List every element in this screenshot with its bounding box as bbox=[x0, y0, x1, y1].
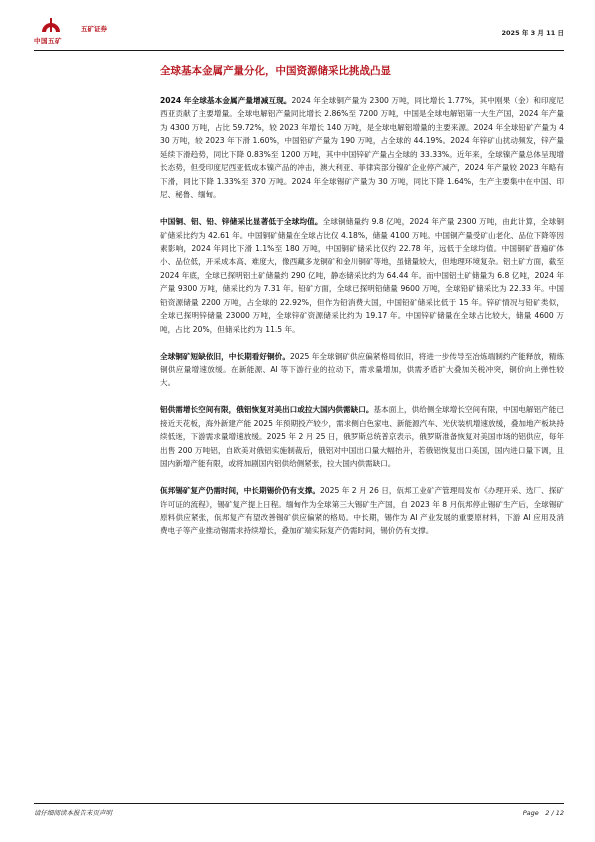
paragraph-lead: 铝供需增长空间有限，俄铝恢复对美出口或拉大国内供需缺口。 bbox=[160, 405, 374, 415]
paragraph-lead: 全球铜矿短缺依旧，中长期看好铜价。 bbox=[160, 351, 290, 361]
paragraph-lead: 佤邦锡矿复产仍需时间，中长期锡价仍有支撑。 bbox=[160, 486, 320, 496]
company-logo bbox=[34, 16, 124, 48]
brand-name: 五矿证券 bbox=[81, 25, 107, 33]
report-body bbox=[160, 94, 564, 551]
section-heading: 全球基本金属产量分化，中国资源储采比挑战凸显 bbox=[160, 65, 391, 77]
paragraph bbox=[160, 403, 564, 470]
paragraph-text: 基本面上，供给侧全球增长空间有限，中国电解铝产能已接近天花板，海外新建产能 2025 年预期投产较少，需求侧白色家电、新能源汽车、光伏装机增速放缓，叠加地产板块持续低迷，下游需求量增速放缓。2025 年 2 月 25 日，俄罗斯总统普京表示，俄罗斯准备恢复对美国市场的铝供应，每年出售 200 万吨铝，自欧美对俄铝实施制裁后，俄铝对中国出口量大幅抬升，若俄铝恢复出口美国，国内进口量下调，且国内新增产能有限，或将加剧国内铝供给侧紧张，拉大国内供需缺口。 bbox=[160, 405, 565, 469]
paragraph bbox=[160, 484, 564, 538]
page-header bbox=[34, 16, 564, 50]
paragraph-text: 2024 年全球铜产量为 2300 万吨，同比增长 1.77%，其中刚果（金）和印度尼西亚贡献了主要增量。全球电解铝产量同比增长 2.86%至 7200 万吨，中国是全球电解铝第一大生产国，2024 年产量为 4300 万吨，占比 59.72%，较 2023 年增长 140 万吨，是全球电解铝增量的主要来源。2024 年全球铅矿产量为 430 万吨，较 2023 年下滑 1.60%，中国铅矿产量为 190 万吨，占全球的 44.19%。2024 年锌矿山扰动频发，锌产量延续下滑趋势，同比下降 0.83%至 1200 万吨，其中中国锌矿产量占全球的 33.33%。近年来，全球镍产量总体呈现增长态势，但受印度尼西亚低成本镍产品的冲击，澳大利亚、菲律宾部分镍矿企业停产减产，2024 年产量较 2023 年略有下滑，同比下降 1.33%至 370 万吨。2024 年全球锡矿产量为 30 万吨，同比下降 1.64%，生产主要集中在中国、印尼、秘鲁、缅甸。 bbox=[160, 96, 564, 200]
header-divider bbox=[34, 50, 564, 51]
report-date: 2025 年 3 月 11 日 bbox=[501, 29, 564, 37]
logo-text: 中国五矿 bbox=[34, 37, 62, 45]
page-number: Page 2 / 12 bbox=[522, 809, 564, 817]
footer-divider bbox=[34, 803, 564, 804]
paragraph-text: 2025 年全球铜矿供应偏紧格局依旧，将进一步传导至冶炼端制约产能释放，精炼铜供应量增速放缓。在新能源、AI 等下游行业的拉动下，需求量增加，供需矛盾扩大叠加关税冲突，铜价向上弹性较大。 bbox=[160, 351, 564, 388]
paragraph bbox=[160, 350, 564, 390]
paragraph-text: 2025 年 2 月 26 日，佤邦工业矿产管理局发布《办理开采、选厂、探矿许可证的流程》，锡矿复产提上日程。缅甸作为全球第三大锡矿生产国，自 2023 年 8 月佤邦停止锡矿生产后，全球锡矿原料供应紧张，佤邦复产有望改善锡矿供应偏紧的格局。中长期，锡作为 AI 产业发展的重要原材料，下游 AI 应用及消费电子等产业推动锡需求持续增长，叠加矿端实际复产仍需时间，锡价仍有支撑。 bbox=[160, 486, 564, 536]
paragraph bbox=[160, 215, 564, 336]
paragraph bbox=[160, 94, 564, 202]
paragraph-lead: 中国铜、铝、铅、锌储采比显著低于全球均值。 bbox=[160, 217, 323, 227]
company-logo-icon bbox=[40, 16, 62, 33]
paragraph-lead: 2024 年全球基本金属产量增减互现。 bbox=[160, 96, 292, 105]
paragraph-text: 全球铜储量约 9.8 亿吨，2024 年产量 2300 万吨，由此计算，全球铜矿储采比约为 42.61 年。中国铜矿储量在全球占比仅 4.18%，储量 4100 万吨。中国铜产量受矿山老化、品位下降等因素影响，2024 年同比下滑 1.1%至 180 万吨，中国铜矿储采比仅约 22.78 年，远低于全球均值。中国铜矿普遍矿体小、品位低，开采成本高、难度大，像西藏多龙铜矿和金川铜矿等地，虽储量较大，但地理环境复杂。铝土矿方面，截至 2024 年底，全球已探明铝土矿储量约 290 亿吨，静态储采比约为 64.44 年。而中国铝土矿储量为 6.8 亿吨，2024 年产量 9300 万吨，储采比约为 7.31 年。铅矿方面，全球已探明铅储量 9600 万吨，全球铅矿储采比为 22.33 年。中国铅资源储量 2200 万吨，占全球的 22.92%，但作为铅消费大国，中国铅矿储采比低于 15 年。锌矿情况与铅矿类似，全球已探明锌储量 23000 万吨，全球锌矿资源储采比约为 19.17 年。中国锌矿储量在全球占比较大，储量 4600 万吨，占比 20%，但储采比约为 11.5 年。 bbox=[160, 217, 565, 334]
disclaimer-note: 请仔细阅读本报告末页声明 bbox=[34, 809, 112, 817]
